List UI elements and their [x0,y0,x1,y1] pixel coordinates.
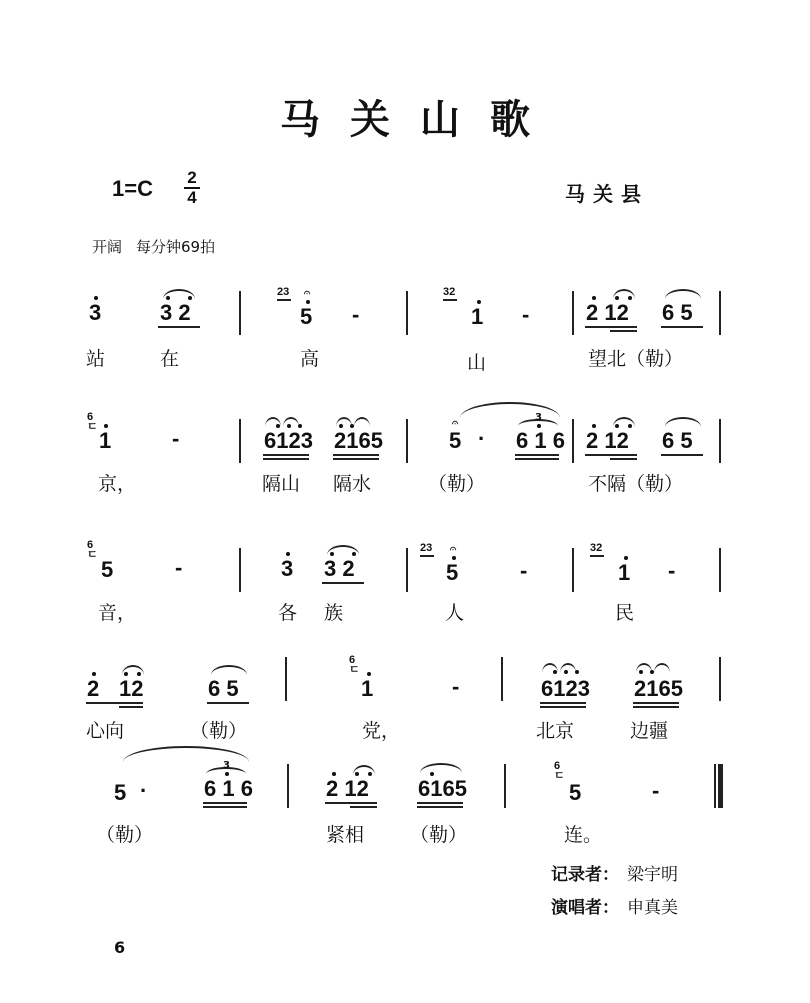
grace-underline [590,555,604,557]
lyric: 民 [615,602,635,624]
lyric: 连。 [564,824,603,846]
barline [572,419,574,463]
lyric: 站 [86,348,106,370]
eighth-underline [158,326,200,328]
fermata-icon: 𝄐 [304,286,311,299]
fermata-icon: 𝄐 [452,416,459,429]
tempo-bpm: 每分钟69拍 [136,238,216,256]
eighth-underline [203,802,247,804]
note: 5 [449,428,462,453]
tempo-line [92,236,215,257]
singer-name: 申真美 [627,898,678,918]
note: 5 [446,560,459,585]
barline [572,548,574,592]
dash: - [520,558,528,583]
eighth-underline [263,454,309,456]
grace-tie-icon: ㄷ [87,421,98,433]
lyric: 各 [278,602,298,624]
time-signature-numerator: 2 [187,168,197,187]
slur [665,289,701,299]
barline [239,548,241,592]
note-group: 12 [119,676,144,701]
eighth-underline [661,326,703,328]
recorder-credit [551,860,678,885]
note-group: 2 12 [586,428,629,453]
triplet-number: 3 [535,412,542,423]
grace-notes: 32 [443,286,456,298]
grace-notes: 23 [420,542,433,554]
grace-notes: 6 [87,539,94,551]
dash: - [668,558,676,583]
lyric: 心向 [86,720,125,742]
grace-notes: 6 [349,654,356,666]
time-signature [184,170,200,206]
lyric: 京， [98,473,137,495]
note-group: 6 1 6 [204,776,253,801]
note-group: 6 5 [208,676,239,701]
slur [283,417,299,427]
tempo-marking: 开阔 [92,238,123,256]
grace-notes: 6 [554,760,561,772]
octave-dot [650,670,654,674]
octave-dot [639,670,643,674]
sixteenth-underline [633,706,679,708]
octave-dot [575,670,579,674]
dash: - [652,778,660,803]
lyric: 望北（勒） [588,348,684,370]
eighth-underline [86,702,143,704]
barline [239,291,241,335]
triplet-number: 3 [223,760,230,771]
phrase-slur [460,402,560,418]
fermata-icon: 𝄐 [450,542,457,555]
barline [406,548,408,592]
lyric: （勒） [96,824,154,846]
barline [501,657,503,701]
eighth-underline [417,802,463,804]
recorder-label: 记录者： [551,865,619,885]
dash: - [175,555,183,580]
song-title: 马关山歌 [280,96,560,143]
note: 1 [361,676,374,701]
eighth-underline [585,326,637,328]
lyric: 隔水 [333,473,372,495]
note: 3 [89,300,102,325]
lyric: 山 [467,352,487,374]
note-group: 6 5 [662,300,693,325]
grace-underline [277,299,291,301]
eighth-underline [585,454,637,456]
note: 1 [471,304,484,329]
dash: - [522,302,530,327]
grace-tie-icon: ㄷ [554,770,565,782]
barline-thin [714,764,716,808]
sixteenth-underline [119,706,143,708]
slur [420,763,462,773]
barline [239,419,241,463]
lyric: （勒） [428,473,486,495]
region-label: 马关县 [565,182,649,206]
note: 5 [569,780,582,805]
note-group: 3 2 [160,300,191,325]
barline [719,291,721,335]
note-group: 2165 [334,428,383,453]
note: 5 [300,304,313,329]
note: 1 [99,428,112,453]
lyric: 人 [445,602,465,624]
eighth-underline [325,802,377,804]
lyric: 高 [300,348,320,370]
grace-notes: 23 [277,286,290,298]
recorder-name: 梁宇明 [627,865,678,885]
key-signature: 1=C [112,176,153,201]
lyric: 党， [362,720,401,742]
lyric: 隔山 [262,473,301,495]
dash: - [352,302,360,327]
eighth-underline [322,582,364,584]
dot-extension: · [478,426,486,451]
grace-tie-icon: ㄷ [87,549,98,561]
note-group: 6165 [418,776,467,801]
note-group: 2 12 [326,776,369,801]
grace-notes: 32 [590,542,603,554]
slur [354,417,370,427]
lyric: 边疆 [630,720,669,742]
note: 5 [101,557,114,582]
time-signature-denominator: 4 [187,188,197,207]
sixteenth-underline [203,806,247,808]
lyric: 音， [98,602,137,624]
note: 3 [281,556,294,581]
sixteenth-underline [263,458,309,460]
note-group: 6 1 6 [516,428,565,453]
phrase-slur [123,746,249,762]
sixteenth-underline [540,706,586,708]
grace-underline [420,555,434,557]
sixteenth-underline [610,458,637,460]
eighth-underline [661,454,703,456]
dot-extension: · [140,778,148,803]
sixteenth-underline [350,806,377,808]
barline [285,657,287,701]
lyric: （勒） [190,720,248,742]
lyric: 不隔（勒） [588,473,684,495]
eighth-underline [540,702,586,704]
page-number: 6 [114,938,126,957]
barline [406,291,408,335]
slur [560,663,576,673]
slur [665,417,701,427]
eighth-underline [207,702,249,704]
note-group: 6123 [264,428,313,453]
grace-notes: 6 [87,411,94,423]
note-group: 2165 [634,676,683,701]
lyric: 族 [324,602,344,624]
sixteenth-underline [333,458,379,460]
lyric: （勒） [410,824,468,846]
eighth-underline [333,454,379,456]
eighth-underline [515,454,559,456]
lyric: 在 [160,348,180,370]
final-barline [718,764,723,808]
sixteenth-underline [610,330,637,332]
octave-dot [564,670,568,674]
note-group: 6 5 [662,428,693,453]
barline [719,419,721,463]
barline [572,291,574,335]
note: 1 [618,560,631,585]
sixteenth-underline [515,458,559,460]
note-group: 2 12 [586,300,629,325]
sixteenth-underline [417,806,463,808]
barline [406,419,408,463]
slur [654,663,670,673]
grace-underline [443,299,457,301]
lyric: 北京 [536,720,575,742]
slur [211,665,247,675]
note: 5 [114,780,127,805]
singer-credit [551,893,678,918]
octave-dot [553,670,557,674]
singer-label: 演唱者： [551,898,619,918]
lyric: 紧相 [326,824,365,846]
grace-tie-icon: ㄷ [349,664,360,676]
eighth-underline [633,702,679,704]
note-group: 6123 [541,676,590,701]
note-group: 3 2 [324,556,355,581]
barline [287,764,289,808]
note: 2 [87,676,100,701]
dash: - [452,674,460,699]
barline [719,548,721,592]
barline [504,764,506,808]
dash: - [172,426,180,451]
barline [719,657,721,701]
